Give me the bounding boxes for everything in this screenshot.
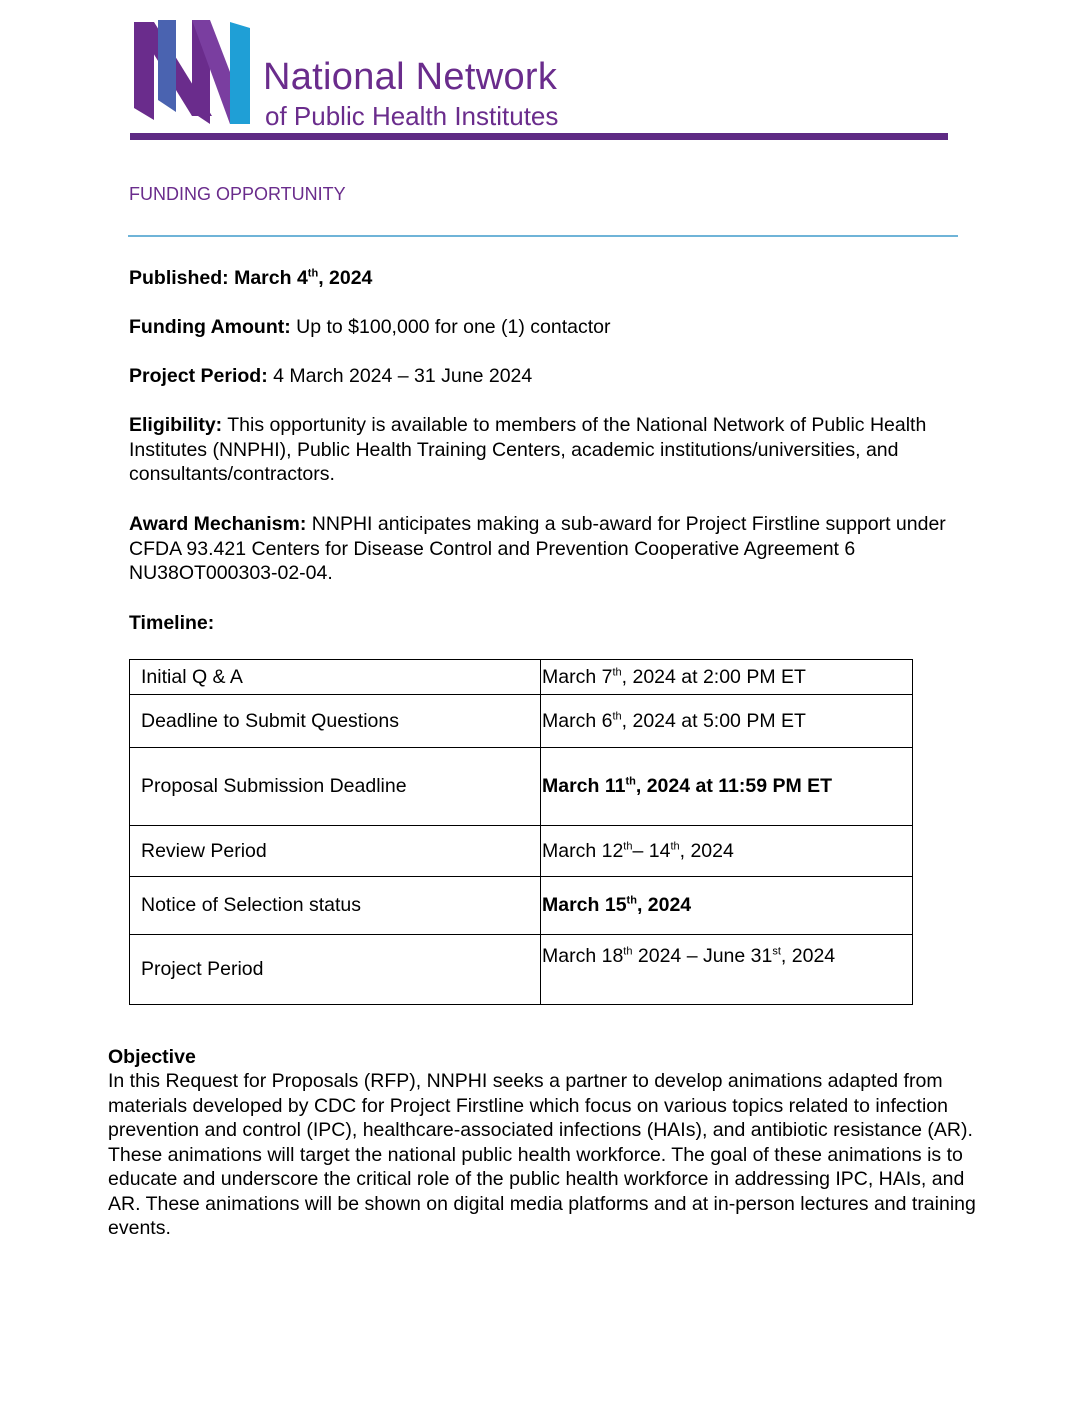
timeline-date: March 18th 2024 – June 31st, 2024 <box>541 935 913 1005</box>
timeline-event: Proposal Submission Deadline <box>130 748 541 826</box>
eligibility: Eligibility: This opportunity is available to members of the National Network of Public Health Institutes (NNPHI), Public Health Training Centers, academic institutions/universities, and consultants/contractors. <box>129 414 927 485</box>
timeline-table <box>129 659 913 1005</box>
table-row <box>130 877 913 935</box>
project-period: Project Period: 4 March 2024 – 31 June 2024 <box>129 365 533 387</box>
published-line: Published: March 4th, 2024 <box>129 267 373 289</box>
header-divider <box>130 133 948 140</box>
section-kicker: FUNDING OPPORTUNITY <box>129 184 346 204</box>
table-row <box>130 660 913 695</box>
timeline-event: Initial Q & A <box>130 660 541 695</box>
table-row <box>130 748 913 826</box>
funding-amount: Funding Amount: Up to $100,000 for one (1) contactor <box>129 316 611 338</box>
timeline-event: Review Period <box>130 826 541 877</box>
timeline-label: Timeline: <box>129 612 215 634</box>
table-row <box>130 826 913 877</box>
award-mechanism: Award Mechanism: NNPHI anticipates making a sub-award for Project Firstline support under CFDA 93.421 Centers for Disease Control and Prevention Cooperative Agreement 6 NU38OT000303-02-04. <box>129 513 946 584</box>
kicker-divider <box>128 235 958 237</box>
timeline-event: Notice of Selection status <box>130 877 541 935</box>
objective-heading: Objective <box>108 1046 196 1068</box>
timeline-date: March 11th, 2024 at 11:59 PM ET <box>541 748 913 826</box>
timeline-date: March 15th, 2024 <box>541 877 913 935</box>
objective-body: In this Request for Proposals (RFP), NNPHI seeks a partner to develop animations adapted from materials developed by CDC for Project Firstline which focus on various topics related to infection prevention and control (IPC), healthcare-associated infections (HAIs), and antibiotic resistance (AR). These animations will target the national public health workforce. The goal of these animations is to educate and underscore the critical role of the public health workforce in addressing IPC, HAIs, and AR. These animations will be shown on digital media platforms and at in-person lectures and training events. <box>108 1070 976 1239</box>
org-name-line1: National Network <box>263 56 558 98</box>
timeline-date: March 12th– 14th, 2024 <box>541 826 913 877</box>
timeline-date: March 7th, 2024 at 2:00 PM ET <box>541 660 913 695</box>
timeline-event: Deadline to Submit Questions <box>130 695 541 748</box>
table-row <box>130 695 913 748</box>
timeline-event: Project Period <box>130 935 541 1005</box>
table-row <box>130 935 913 1005</box>
nnphi-logo <box>134 20 254 130</box>
org-name-line2: of Public Health Institutes <box>265 101 559 131</box>
timeline-date: March 6th, 2024 at 5:00 PM ET <box>541 695 913 748</box>
